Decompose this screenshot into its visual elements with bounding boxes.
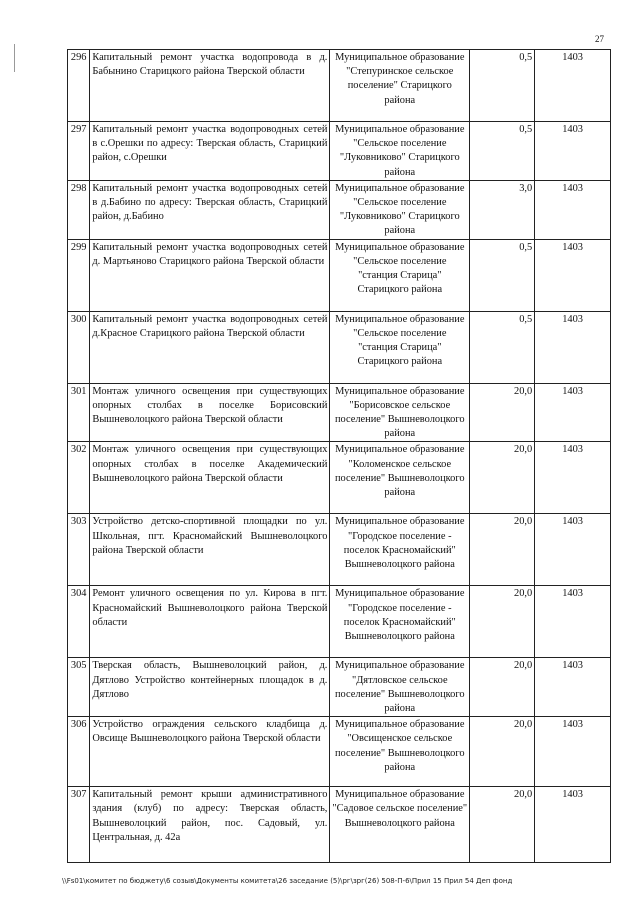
municipality: Муниципальное образование "Коломенское сельское поселение" Вышневолоцкого района: [330, 442, 470, 514]
work-description: Тверская область, Вышневолоцкий район, д. Дятлово Устройство контейнерных площадок в д. Дятлово: [90, 658, 330, 717]
amount: 0,5: [470, 239, 535, 311]
row-number: 303: [68, 514, 90, 586]
page-number: 27: [595, 34, 604, 44]
budget-code: 1403: [535, 717, 611, 787]
municipality: Муниципальное образование "Городское поселение - поселок Красномайский" Вышневолоцкого района: [330, 514, 470, 586]
table-row: [68, 239, 611, 311]
municipality: Муниципальное образование "Сельское поселение "станция Старица" Старицкого района: [330, 239, 470, 311]
table-row: [68, 311, 611, 383]
budget-code: 1403: [535, 383, 611, 442]
budget-code: 1403: [535, 239, 611, 311]
municipality: Муниципальное образование "Городское поселение - поселок Красномайский" Вышневолоцкого района: [330, 586, 470, 658]
row-number: 302: [68, 442, 90, 514]
table-row: [68, 514, 611, 586]
amount: 3,0: [470, 180, 535, 239]
budget-code: 1403: [535, 787, 611, 863]
margin-mark: [14, 44, 17, 72]
amount: 20,0: [470, 383, 535, 442]
row-number: 305: [68, 658, 90, 717]
row-number: 307: [68, 787, 90, 863]
work-description: Устройство детско-спортивной площадки по ул. Школьная, пгт. Красномайский Вышневолоцкого района Тверской области: [90, 514, 330, 586]
table-row: [68, 122, 611, 181]
amount: 20,0: [470, 514, 535, 586]
amount: 20,0: [470, 442, 535, 514]
municipality: Муниципальное образование "Сельское поселение "Луковниково" Старицкого района: [330, 122, 470, 181]
work-description: Устройство ограждения сельского кладбища д. Овсище Вышневолоцкого района Тверской области: [90, 717, 330, 787]
table-row: [68, 787, 611, 863]
table-row: [68, 717, 611, 787]
amount: 20,0: [470, 717, 535, 787]
budget-code: 1403: [535, 658, 611, 717]
table-body: [68, 50, 611, 863]
row-number: 298: [68, 180, 90, 239]
amount: 0,5: [470, 122, 535, 181]
row-number: 304: [68, 586, 90, 658]
work-description: Монтаж уличного освещения при существующих опорных столбах в поселке Борисовский Вышневолоцкого района Тверской области: [90, 383, 330, 442]
table-row: [68, 658, 611, 717]
municipality: Муниципальное образование "Сельское поселение "станция Старица" Старицкого района: [330, 311, 470, 383]
table-row: [68, 586, 611, 658]
budget-code: 1403: [535, 180, 611, 239]
municipality: Муниципальное образование "Сельское поселение "Луковниково" Старицкого района: [330, 180, 470, 239]
municipality: Муниципальное образование "Дятловское сельское поселение" Вышневолоцкого района: [330, 658, 470, 717]
budget-code: 1403: [535, 514, 611, 586]
work-description: Капитальный ремонт крыши административного здания (клуб) по адресу: Тверская область, Вышневолоцкий район, пос. Садовый, ул. Центральная, д. 42а: [90, 787, 330, 863]
work-description: Капитальный ремонт участка водопроводных сетей д.Красное Старицкого района Тверской области: [90, 311, 330, 383]
work-description: Капитальный ремонт участка водопроводных сетей в д.Бабино по адресу: Тверская область, Старицкий район, д.Бабино: [90, 180, 330, 239]
file-path-footer: \\Fs01\комитет по бюджету\6 созыв\Документы комитета\26 заседание (5)\рг\зрг(26) 508-П-6\Прил 15 Прил 54 Деп фонд: [62, 877, 513, 885]
budget-code: 1403: [535, 122, 611, 181]
municipality: Муниципальное образование "Степуринское сельское поселение" Старицкого района: [330, 50, 470, 122]
table-row: [68, 180, 611, 239]
work-description: Капитальный ремонт участка водопроводных сетей д. Мартьяново Старицкого района Тверской области: [90, 239, 330, 311]
row-number: 297: [68, 122, 90, 181]
row-number: 300: [68, 311, 90, 383]
table-row: [68, 442, 611, 514]
row-number: 296: [68, 50, 90, 122]
budget-code: 1403: [535, 442, 611, 514]
work-description: Монтаж уличного освещения при существующих опорных столбах в поселке Академический Вышневолоцкого района Тверской области: [90, 442, 330, 514]
budget-code: 1403: [535, 586, 611, 658]
amount: 0,5: [470, 311, 535, 383]
budget-code: 1403: [535, 311, 611, 383]
amount: 20,0: [470, 787, 535, 863]
amount: 0,5: [470, 50, 535, 122]
row-number: 301: [68, 383, 90, 442]
table-row: [68, 50, 611, 122]
work-description: Ремонт уличного освещения по ул. Кирова в пгт. Красномайский Вышневолоцкого района Тверской области: [90, 586, 330, 658]
budget-code: 1403: [535, 50, 611, 122]
table-row: [68, 383, 611, 442]
amount: 20,0: [470, 658, 535, 717]
municipality: Муниципальное образование "Овсищенское сельское поселение" Вышневолоцкого района: [330, 717, 470, 787]
municipality: Муниципальное образование "Борисовское сельское поселение" Вышневолоцкого района: [330, 383, 470, 442]
work-description: Капитальный ремонт участка водопровода в д. Бабынино Старицкого района Тверской области: [90, 50, 330, 122]
row-number: 299: [68, 239, 90, 311]
row-number: 306: [68, 717, 90, 787]
amount: 20,0: [470, 586, 535, 658]
work-description: Капитальный ремонт участка водопроводных сетей в с.Орешки по адресу: Тверская область, Старицкий район, с.Орешки: [90, 122, 330, 181]
appendix-table: [67, 49, 611, 863]
municipality: Муниципальное образование "Садовое сельское поселение" Вышневолоцкого района: [330, 787, 470, 863]
